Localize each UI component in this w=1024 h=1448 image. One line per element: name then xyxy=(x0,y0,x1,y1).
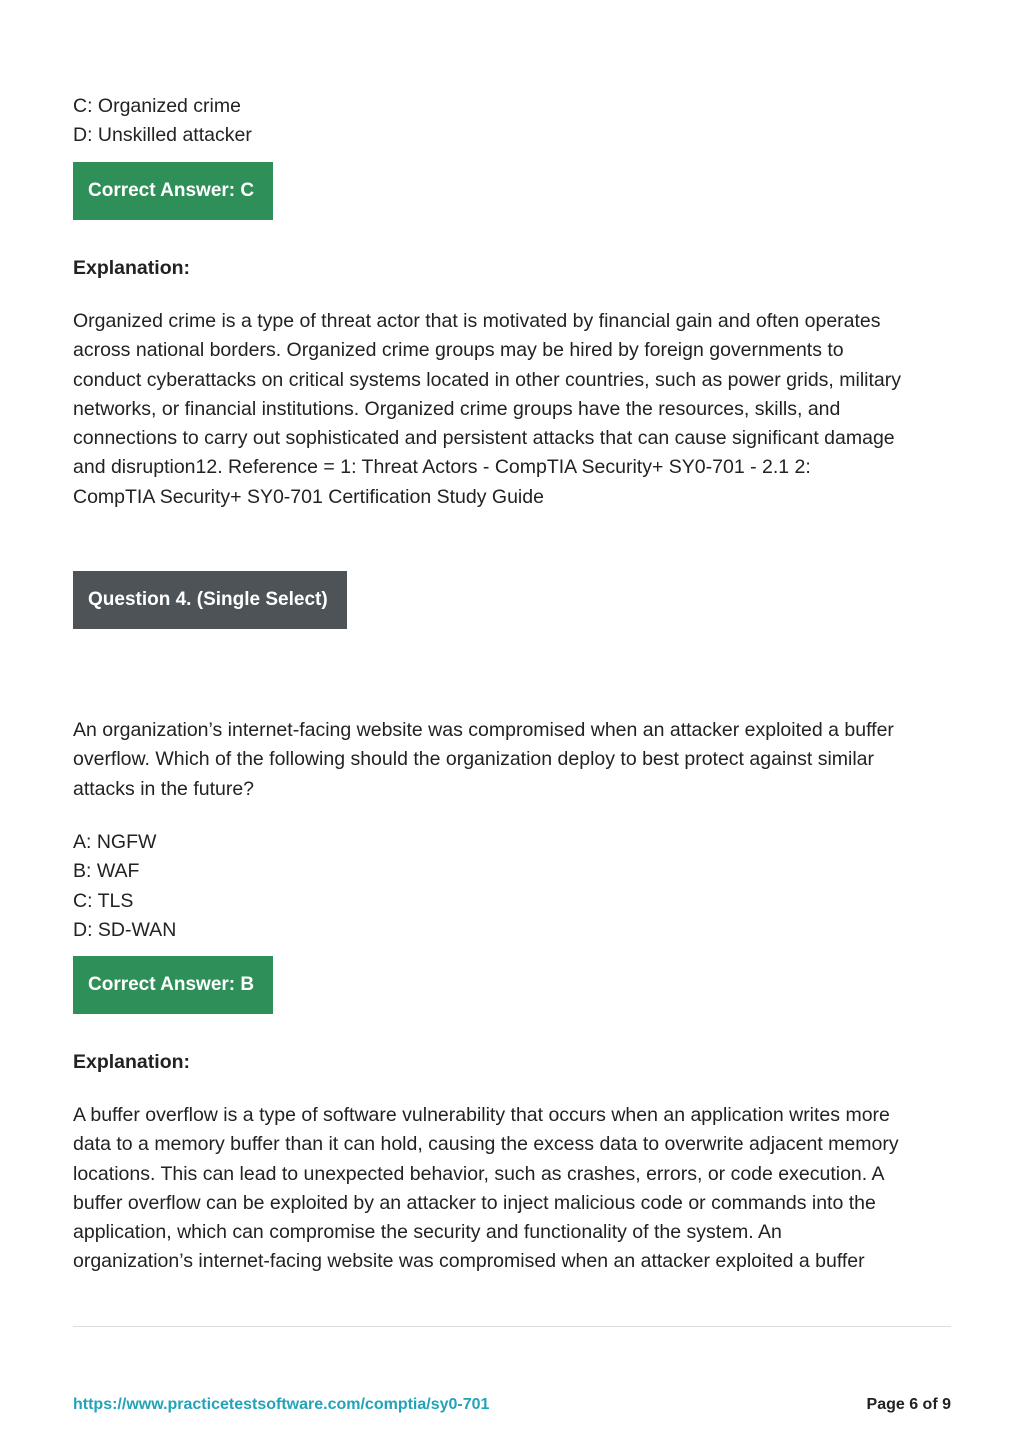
explanation-line: data to a memory buffer than it can hold, causing the excess data to overwrite adjacent memory xyxy=(73,1133,899,1156)
question-line: An organization’s internet-facing website was compromised when an attacker exploited a buffer xyxy=(73,719,894,741)
explanation-line: conduct cyberattacks on critical systems located in other countries, such as power grids, military xyxy=(73,368,902,391)
q4-options xyxy=(73,828,176,945)
explanation-line: and disruption12. Reference = 1: Threat Actors - CompTIA Security+ SY0-701 - 2.1 2: xyxy=(73,456,811,479)
correct-answer-badge: Correct Answer: C xyxy=(73,162,273,220)
page-number: Page 6 of 9 xyxy=(866,1396,951,1413)
explanation-heading: Explanation: xyxy=(73,257,191,279)
q4-explanation-heading-wrap xyxy=(73,1048,190,1077)
explanation-line: networks, or financial institutions. Organized crime groups have the resources, skills, and xyxy=(73,397,841,420)
question-line: overflow. Which of the following should the organization deploy to best protect against similar xyxy=(73,748,875,771)
option-d: D: Unskilled attacker xyxy=(73,124,252,147)
explanation-line: locations. This can lead to unexpected behavior, such as crashes, errors, or code execution. A xyxy=(73,1162,885,1185)
option-c: C: Organized crime xyxy=(73,95,241,117)
explanation-line: CompTIA Security+ SY0-701 Certification Study Guide xyxy=(73,485,544,508)
question-title-badge: Question 4. (Single Select) xyxy=(73,571,347,629)
option-b: B: WAF xyxy=(73,860,140,883)
option-a: A: NGFW xyxy=(73,831,157,853)
q3-explanation xyxy=(73,307,973,512)
explanation-line: across national borders. Organized crime groups may be hired by foreign governments to xyxy=(73,339,844,362)
explanation-line: organization’s internet-facing website was compromised when an attacker exploited a buffer xyxy=(73,1250,865,1273)
q3-options xyxy=(73,92,252,151)
footer-divider xyxy=(73,1326,951,1327)
q4-title-wrap xyxy=(73,571,347,629)
question-line: attacks in the future? xyxy=(73,777,255,800)
q4-explanation xyxy=(73,1101,973,1277)
explanation-line: buffer overflow can be exploited by an attacker to inject malicious code or commands into the xyxy=(73,1191,876,1214)
option-d: D: SD-WAN xyxy=(73,918,177,941)
correct-answer-badge: Correct Answer: B xyxy=(73,956,273,1014)
option-c: C: TLS xyxy=(73,889,134,912)
q4-correct-answer xyxy=(73,956,273,1014)
explanation-line: connections to carry out sophisticated and persistent attacks that can cause significant damage xyxy=(73,427,895,450)
explanation-line: Organized crime is a type of threat actor that is motivated by financial gain and often operates xyxy=(73,310,881,332)
explanation-line: application, which can compromise the security and functionality of the system. An xyxy=(73,1221,782,1244)
explanation-heading: Explanation: xyxy=(73,1051,191,1073)
footer-link[interactable]: https://www.practicetestsoftware.com/comptia/sy0-701 xyxy=(73,1396,490,1413)
q4-question xyxy=(73,716,973,804)
q3-correct-answer xyxy=(73,162,273,220)
explanation-line: A buffer overflow is a type of software vulnerability that occurs when an application writes more xyxy=(73,1104,890,1126)
q3-explanation-heading-wrap xyxy=(73,254,190,283)
